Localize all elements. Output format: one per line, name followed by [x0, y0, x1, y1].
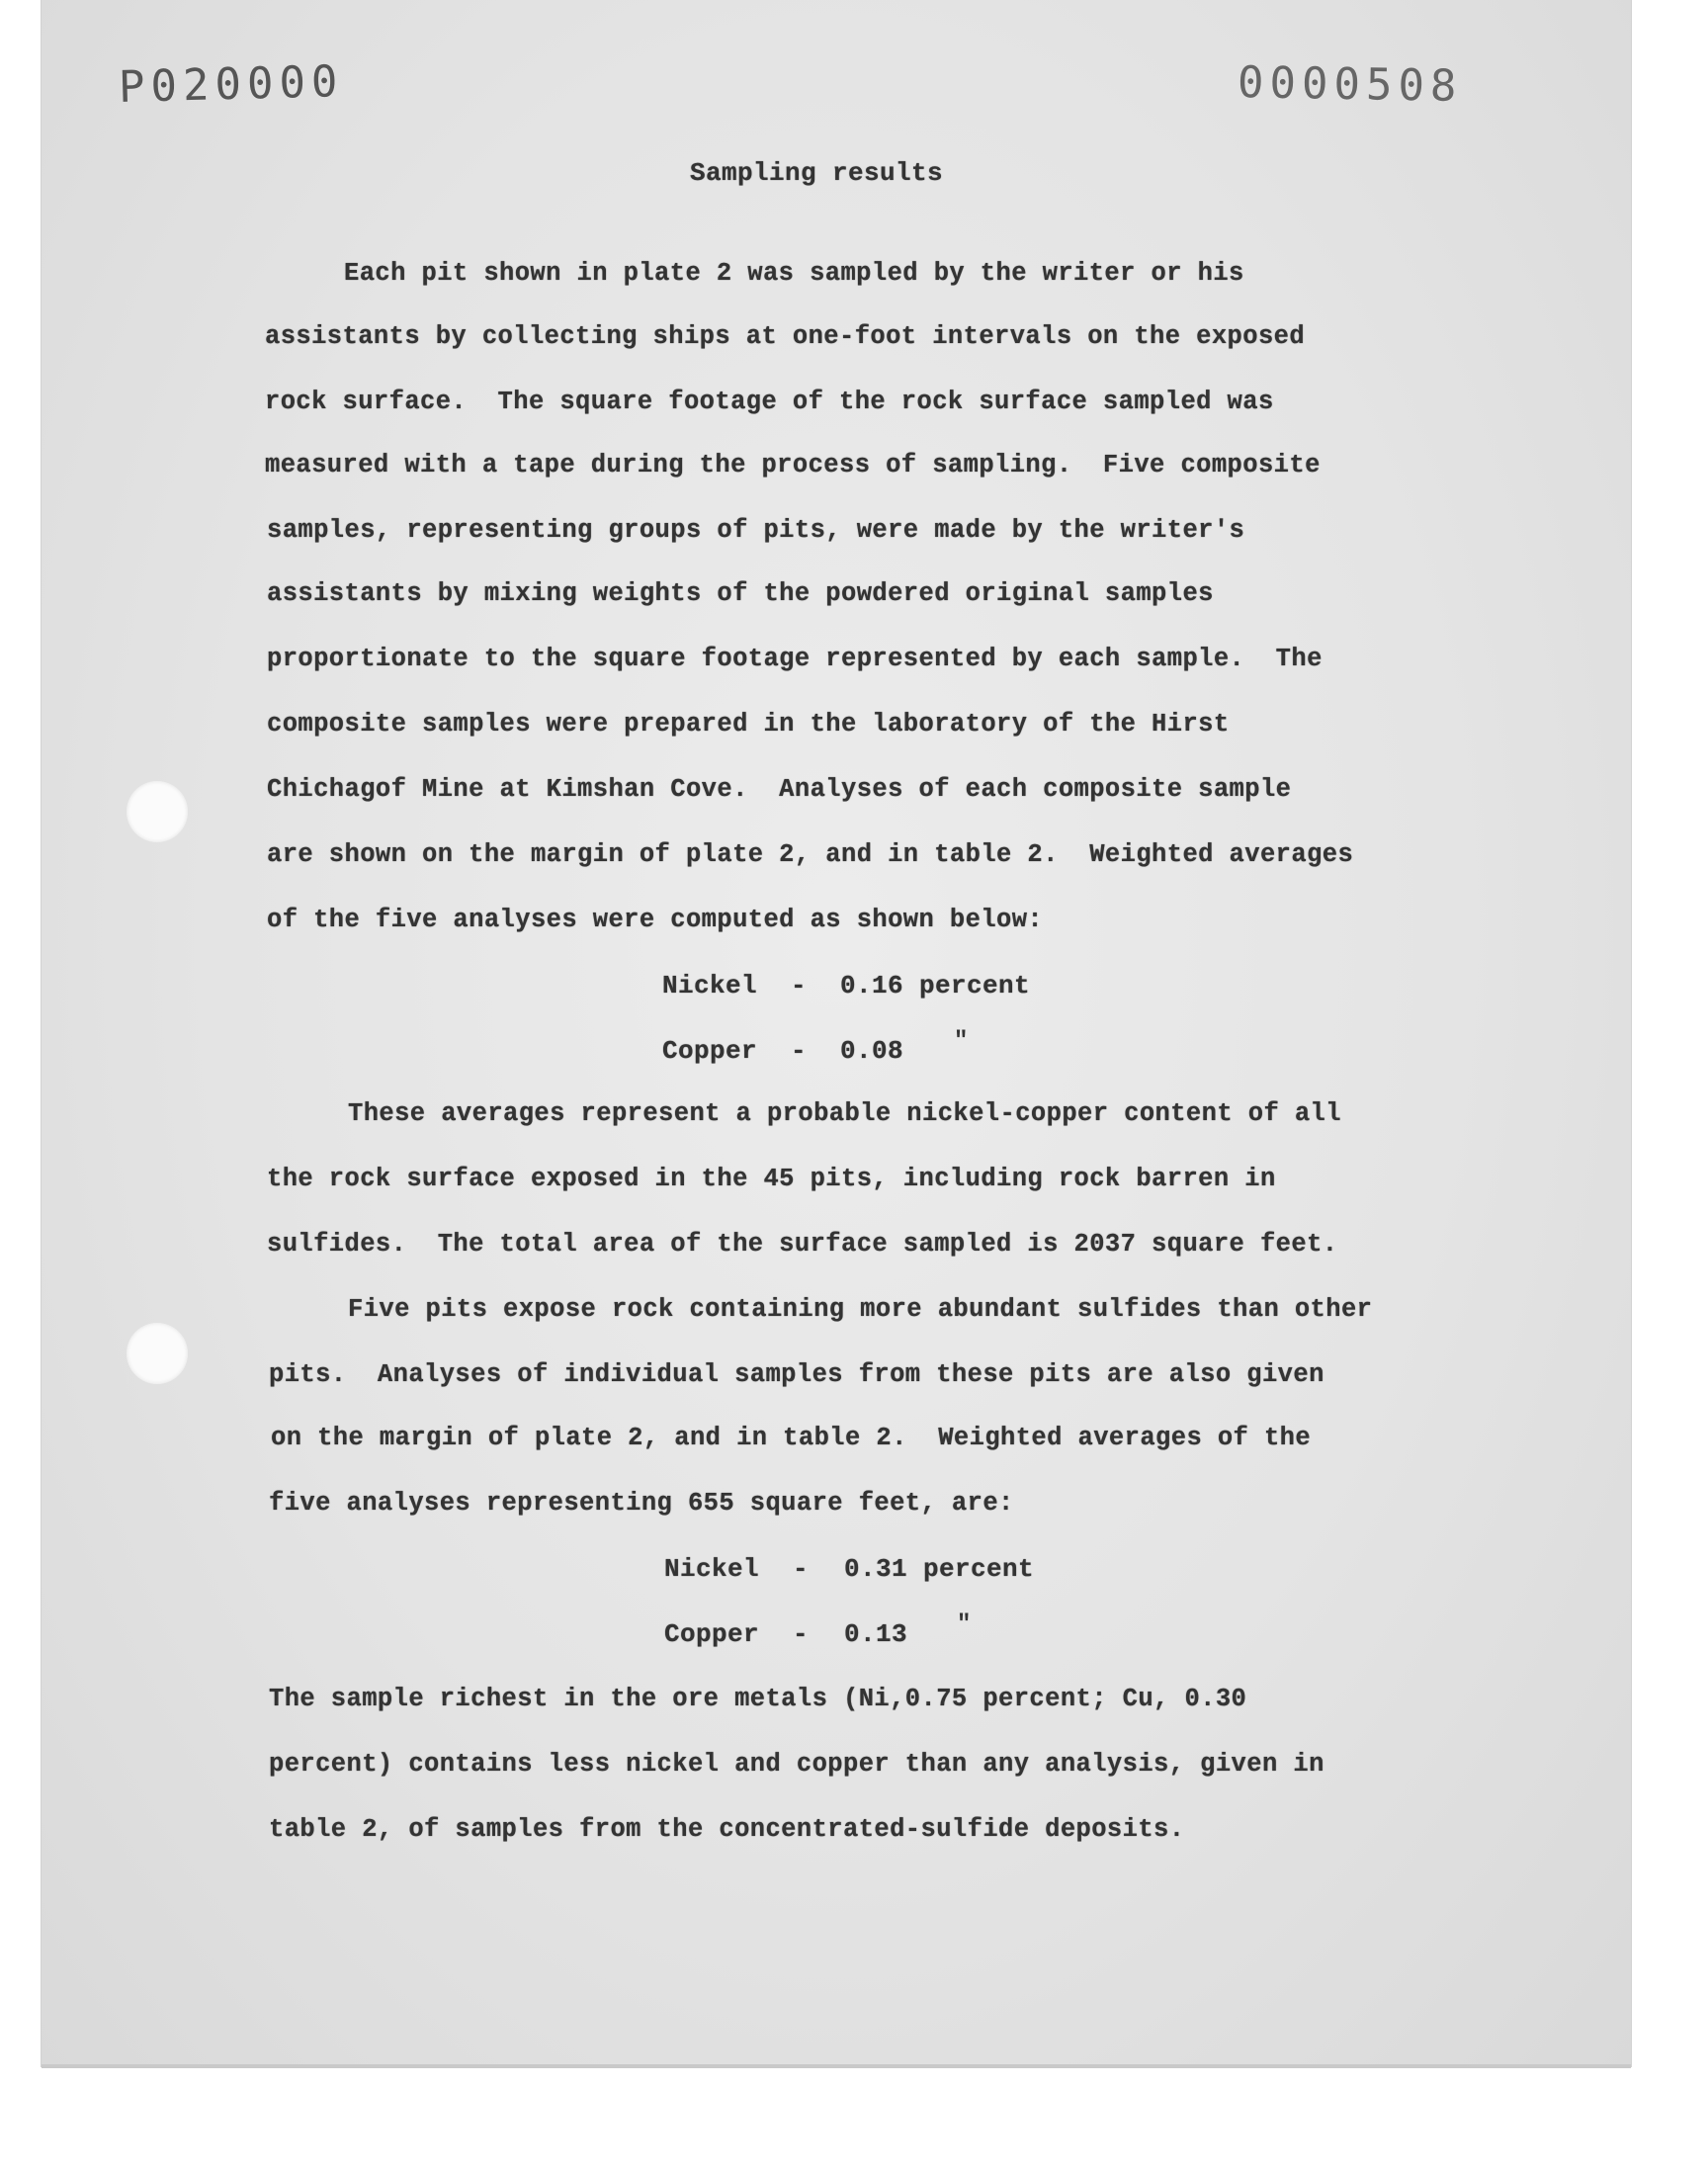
paragraph-2-line: sulfides. The total area of the surface sampled is 2037 square feet.: [267, 1230, 1338, 1259]
paragraph-1-line: proportionate to the square footage represented by each sample. The: [267, 645, 1323, 673]
copper-label: Copper: [664, 1619, 760, 1649]
dash: -: [791, 971, 808, 1000]
paragraph-3-line: on the margin of plate 2, and in table 2. Weighted averages of the: [271, 1424, 1312, 1452]
paragraph-2-line: the rock surface exposed in the 45 pits, including rock barren in: [267, 1165, 1276, 1193]
punch-hole-top: [127, 781, 188, 842]
nickel-label: Nickel: [662, 971, 758, 1000]
paragraph-1-line: Each pit shown in plate 2 was sampled by the writer or his: [344, 259, 1244, 288]
paragraph-1-line: samples, representing groups of pits, were made by the writer's: [267, 516, 1245, 545]
dash: -: [791, 1036, 808, 1066]
ditto-mark: ": [954, 1028, 969, 1055]
dash: -: [793, 1619, 810, 1649]
paragraph-4-line: The sample richest in the ore metals (Ni,0.75 percent; Cu, 0.30: [269, 1685, 1247, 1713]
paragraph-2-line: These averages represent a probable nickel-copper content of all: [348, 1099, 1341, 1128]
nickel-value: 0.16 percent: [840, 971, 1031, 1000]
page-bottom-edge: [42, 2064, 1631, 2068]
copper-label: Copper: [662, 1036, 758, 1066]
paragraph-1-line: assistants by collecting ships at one-foot intervals on the exposed: [265, 322, 1306, 351]
nickel-label: Nickel: [664, 1554, 760, 1584]
punch-hole-bottom: [127, 1323, 188, 1384]
stamp-left: P020000: [118, 56, 345, 113]
paragraph-1-line: Chichagof Mine at Kimshan Cove. Analyses of each composite sample: [267, 775, 1292, 804]
paragraph-4-line: table 2, of samples from the concentrated-sulfide deposits.: [269, 1815, 1185, 1844]
paragraph-1-line: are shown on the margin of plate 2, and in table 2. Weighted averages: [267, 840, 1354, 869]
paragraph-1-line: of the five analyses were computed as shown below:: [267, 906, 1044, 934]
paragraph-3-line: five analyses representing 655 square feet, are:: [269, 1489, 1014, 1518]
paragraph-1-line: composite samples were prepared in the laboratory of the Hirst: [267, 710, 1230, 739]
paragraph-1-line: assistants by mixing weights of the powdered original samples: [267, 579, 1214, 608]
page-title: Sampling results: [690, 158, 944, 188]
paragraph-1-line: measured with a tape during the process of sampling. Five composite: [265, 451, 1321, 479]
paragraph-3-line: Five pits expose rock containing more abundant sulfides than other: [348, 1295, 1373, 1324]
nickel-value: 0.31 percent: [844, 1554, 1035, 1584]
ditto-mark: ": [957, 1611, 972, 1638]
copper-value: 0.13: [844, 1619, 908, 1649]
stamp-right: 0000508: [1237, 57, 1463, 112]
dash: -: [793, 1554, 810, 1584]
copper-value: 0.08: [840, 1036, 904, 1066]
paragraph-4-line: percent) contains less nickel and copper than any analysis, given in: [269, 1750, 1324, 1779]
paragraph-3-line: pits. Analyses of individual samples from these pits are also given: [269, 1360, 1324, 1389]
paragraph-1-line: rock surface. The square footage of the rock surface sampled was: [265, 388, 1274, 416]
